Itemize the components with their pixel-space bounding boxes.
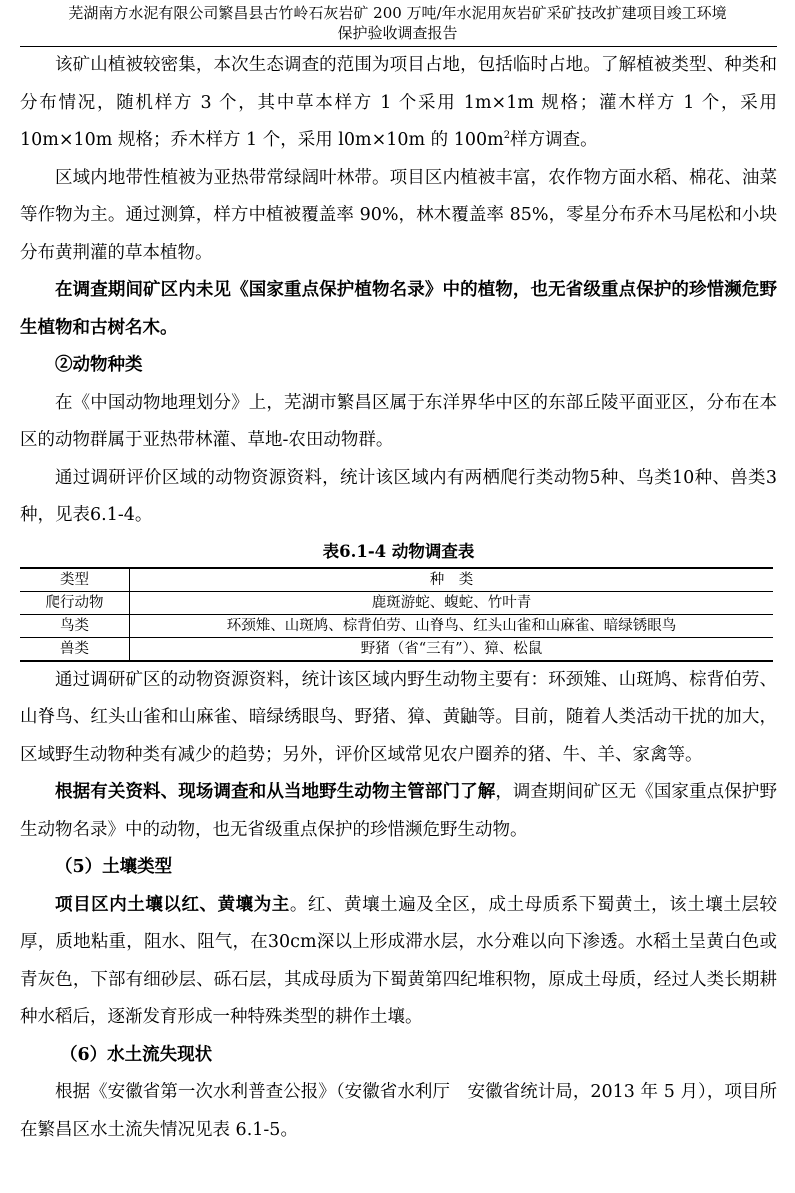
table-row [20, 614, 773, 637]
table-cell-species: 环颈雉、山斑鸠、棕背伯劳、山脊鸟、红头山雀和山麻雀、暗绿锈眼鸟 [130, 614, 774, 637]
document-body [20, 47, 777, 1149]
paragraph-vegetation-zone: 区域内地带性植被为亚热带常绿阔叶林带。项目区内植被丰富，农作物方面水稻、棉花、油菜等作物为主。通过测算，样方中植被覆盖率 90%，林木覆盖率 85%，零星分布乔木马尾松和小块分布黄荆灌的草本植物。 [20, 167, 777, 263]
table-cell-species: 鹿斑游蛇、蝮蛇、竹叶青 [130, 591, 774, 614]
header-title-line2: 保护验收调查报告 [337, 24, 458, 42]
paragraph-soil: 项目区内土壤以红、黄壤为主。红、黄壤土遍及全区，成土母质系下蜀黄土，该土壤土层较厚，质地粘重，阻水、阻气，在30cm深以上形成滞水层，水分难以向下渗透。水稻土呈黄白色或青灰色，下部有细砂层、砾石层，其成母质为下蜀黄第四纪堆积物，原成土母质，经过人类长期耕种水稻后，逐渐发育形成一种特殊类型的耕作土壤。 [20, 894, 778, 1027]
heading-animal-species: ②动物种类 [55, 355, 143, 375]
page-header [0, 3, 795, 43]
table-caption: 表6.1-4 动物调查表 [322, 541, 475, 561]
paragraph-wild-animals: 通过调研矿区的动物资源资料，统计该区域内野生动物主要有：环颈雉、山斑鸠、棕背伯劳、山脊鸟、红头山雀和山麻雀、暗绿绣眼鸟、野猪、獐、黄鼬等。目前，随着人类活动干扰的加大，区域野生动物种类有减少的趋势；另外，评价区域常见农户圈养的猪、牛、羊、家禽等。 [20, 669, 777, 765]
table-cell-type: 鸟类 [20, 614, 130, 637]
table-cell-species: 野猪（省“三有”）、獐、松鼠 [130, 637, 774, 661]
table-row [20, 637, 773, 661]
paragraph-protected-plants: 在调查期间矿区内未见《国家重点保护植物名录》中的植物，也无省级重点保护的珍惜濒危野生植物和古树名木。 [20, 280, 777, 338]
paragraph-vegetation-survey: 该矿山植被较密集，本次生态调查的范围为项目占地，包括临时占地。了解植被类型、种类和分布情况，随机样方 3 个，其中草本样方 1 个采用 1m×1m 规格；灌木样方 1 个，采用 10m×10m 规格；乔木样方 1 个，采用 l0m×10m 的 $100m^2$样方调查。 [20, 55, 777, 150]
table-row [20, 591, 773, 614]
table-header-row [20, 568, 773, 592]
header-title-line1: 芜湖南方水泥有限公司繁昌县古竹岭石灰岩矿 200 万吨/年水泥用灰岩矿采矿技改扩建项目竣工环境 [68, 4, 727, 22]
paragraph-soil-erosion: 根据《安徽省第一次水利普查公报》（安徽省水利厅 安徽省统计局，2013 年 5 月），项目所在繁昌区水土流失情况见表 6.1-5。 [20, 1082, 777, 1140]
paragraph-animal-stats: 通过调研评价区域的动物资源资料，统计该区域内有两栖爬行类动物5种、鸟类10种、兽类3种，见表6.1-4。 [20, 467, 777, 525]
paragraph-zoogeography: 在《中国动物地理划分》上，芜湖市繁昌区属于东洋界华中区的东部丘陵平面亚区，分布在本区的动物群属于亚热带林灌、草地-农田动物群。 [20, 392, 777, 450]
paragraph-protected-animals: 根据有关资料、现场调查和从当地野生动物主管部门了解，调查期间矿区无《国家重点保护野生动物名录》中的动物，也无省级重点保护的珍惜濒危野生动物。 [20, 782, 777, 840]
table-header-type: 类型 [20, 568, 130, 592]
heading-soil-erosion: （6）水土流失现状 [60, 1044, 213, 1065]
animal-survey-table [20, 567, 773, 662]
table-cell-type: 爬行动物 [20, 591, 130, 614]
table-cell-type: 兽类 [20, 637, 130, 661]
table-header-species: 种 类 [429, 571, 474, 588]
heading-soil-type: （5）土壤类型 [55, 857, 173, 877]
superscript: 2 [503, 130, 511, 142]
